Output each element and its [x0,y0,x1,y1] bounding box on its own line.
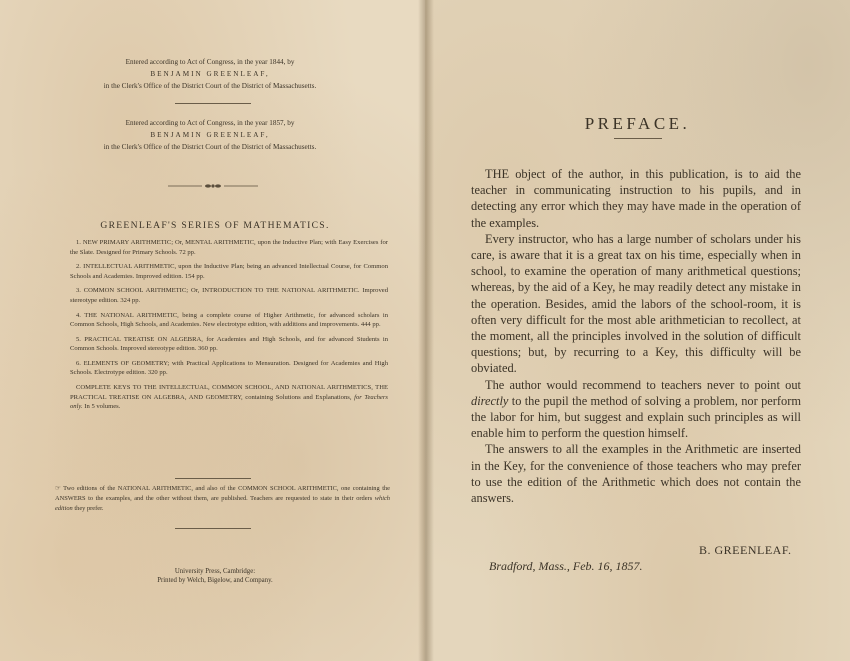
paragraph-text: to the pupil the method of solving a problem, nor perform the labor for him, but suggest and explain such principles as will enable him to perform the question himself. [471,393,801,441]
preface-title: PREFACE. [584,114,691,133]
series-item: 1. NEW PRIMARY ARITHMETIC; Or, MENTAL ARITHMETIC, upon the Inductive Plan; with Easy Exercises for the Slate. Designed for Primary Schools. 72 pp. [70,239,388,256]
preface-paragraph: The answers to all the examples in the Arithmetic are inserted in the Key, for the convenience of those teachers who may prefer to use the edition of the Arithmetic which does not contain the answers. [471,442,801,506]
series-title: GREENLEAF'S SERIES OF MATHEMATICS. [100,220,330,231]
series-item: 6. ELEMENTS OF GEOMETRY; with Practical Applications to Mensuration. Designed for Academies and High Schools. Electrotype edition. 320 pp. [70,359,388,377]
keys-end: In 5 volumes. [84,403,121,411]
copyright-line: in the Clerk's Office of the District Court of the District of Massachusetts. [103,143,317,151]
imprint-line: University Press, Cambridge: [174,568,256,575]
copyright-author: BENJAMIN GREENLEAF, [150,70,270,78]
note-end: they prefer. [74,504,104,512]
author-signature: B. GREENLEAF. [699,543,792,557]
series-list [70,238,388,417]
pointing-hand-icon: ☞ [55,485,61,492]
copyright-line: Entered according to Act of Congress, in the year 1844, by [125,58,295,66]
keys-text: COMPLETE KEYS TO THE INTELLECTUAL, COMMON SCHOOL, AND NATIONAL ARITHMETICS, THE PRACTICAL TREATISE ON ALGEBRA, AND GEOMETRY, containing Solutions and Explanations, [70,384,388,401]
copyright-notice-1844 [60,56,360,92]
note-italic: which edition [55,494,390,512]
series-item: 2. INTELLECTUAL ARITHMETIC, upon the Inductive Plan; being an advanced Intellectual Course, for Common Schools and Academies. Improved edition. 154 pp. [70,263,388,280]
title-rule [614,138,662,139]
copyright-author: BENJAMIN GREENLEAF, [150,131,270,139]
preface-paragraph: THE object of the author, in this publication, is to aid the teacher in communicating instruction to his pupils, and in detecting any error which they may have made in the operation of the examples. [471,167,801,230]
preface-date: Bradford, Mass., Feb. 16, 1857. [489,559,643,573]
printer-imprint [120,567,310,585]
ornament-divider-icon [168,182,258,190]
book-gutter [418,0,434,661]
preface-paragraph: Every instructor, who has a large number of scholars under his care, is aware that it is a great tax on his time, especially when in school, to examine the operation of many arithmetical questions; whereas, by the aid of a Key, he may readily detect any mistake in the operation. Besides, amid the labors of the school-room, it is often very difficult for the most able arithmetician to recollect, at the moment, all the principles involved in the solution of difficult questions; but, by recurring to a Key, this difficulty will be obviated. [471,231,801,376]
copyright-line: Entered according to Act of Congress, in the year 1857, by [125,119,295,127]
series-item: 4. THE NATIONAL ARITHMETIC, being a complete course of Higher Arithmetic, for advanced scholars in Common Schools, High Schools, and Academies. New electrotype edition, with additions and improvements. 444 pp. [70,311,388,329]
divider-rule [175,528,251,529]
series-item: 5. PRACTICAL TREATISE ON ALGEBRA, for Academies and High Schools, and for advanced Students in Common Schools. Improved stereotype edition. 360 pp. [70,335,388,353]
series-item: 3. COMMON SCHOOL ARITHMETIC; Or, INTRODUCTION TO THE NATIONAL ARITHMETIC. Improved stereotype edition. 324 pp. [70,287,388,304]
divider-rule [175,478,251,479]
preface-paragraph [471,377,801,442]
paragraph-italic: directly [471,393,509,408]
divider-rule [175,103,251,104]
right-page [425,0,850,661]
copyright-notice-1857 [60,117,360,153]
keys-item [70,383,388,412]
editions-note [55,484,390,513]
paragraph-text: The author would recommend to teachers never to point out [485,377,801,392]
note-text: Two editions of the NATIONAL ARITHMETIC, and also of the COMMON SCHOOL ARITHMETIC, one containing the ANSWERS to the examples, and the other without them, are published. Teachers are requested to state in their orders [55,485,390,502]
imprint-line: Printed by Welch, Bigelow, and Company. [157,577,273,584]
copyright-line: in the Clerk's Office of the District Court of the District of Massachusetts. [103,82,317,90]
preface-body [471,166,801,506]
keys-italic: for Teachers only. [70,393,388,411]
